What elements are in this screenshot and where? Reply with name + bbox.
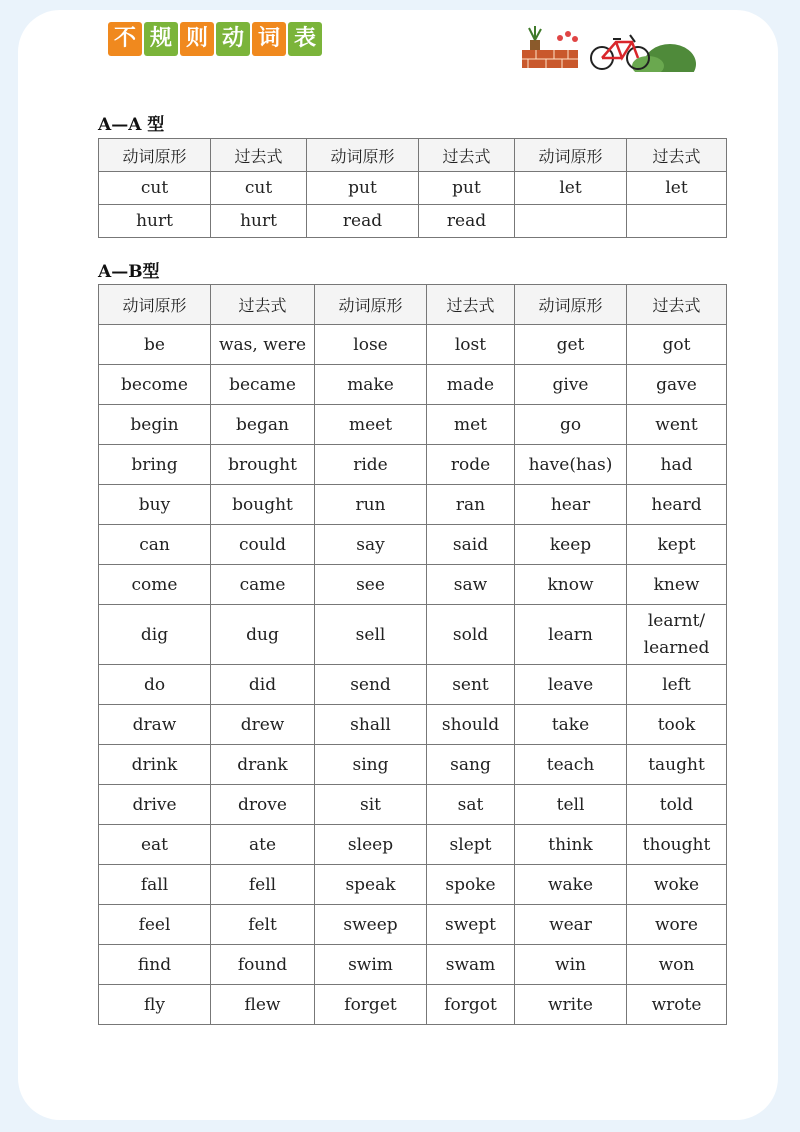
base-form-cell: become — [99, 365, 211, 405]
base-form-cell: wear — [515, 905, 627, 945]
table-row — [99, 705, 727, 745]
past-tense-cell: did — [211, 665, 315, 705]
column-header: 过去式 — [211, 139, 307, 172]
base-form-cell: read — [307, 205, 419, 238]
table-row — [99, 325, 727, 365]
past-tense-cell: taught — [627, 745, 727, 785]
table-row — [99, 445, 727, 485]
base-form-cell: hear — [515, 485, 627, 525]
past-tense-cell: cut — [211, 172, 307, 205]
title-char: 规 — [144, 22, 178, 56]
base-form-cell: begin — [99, 405, 211, 445]
base-form-cell: forget — [315, 985, 427, 1025]
past-tense-cell: wrote — [627, 985, 727, 1025]
table-row — [99, 945, 727, 985]
base-form-cell: dig — [99, 605, 211, 665]
past-tense-cell: came — [211, 565, 315, 605]
base-form-cell: make — [315, 365, 427, 405]
base-form-cell: drive — [99, 785, 211, 825]
base-form-cell: speak — [315, 865, 427, 905]
past-tense-cell: made — [427, 365, 515, 405]
base-form-cell: bring — [99, 445, 211, 485]
title-char: 表 — [288, 22, 322, 56]
table-row — [99, 405, 727, 445]
past-tense-cell: found — [211, 945, 315, 985]
column-header: 过去式 — [627, 139, 727, 172]
past-tense-cell: gave — [627, 365, 727, 405]
page-title — [108, 22, 322, 56]
base-form-cell: sing — [315, 745, 427, 785]
flower-pot-icon — [530, 40, 540, 50]
base-form-cell: do — [99, 665, 211, 705]
past-tense-cell: forgot — [427, 985, 515, 1025]
past-tense-cell: sat — [427, 785, 515, 825]
base-form-cell: drink — [99, 745, 211, 785]
base-form-cell: sweep — [315, 905, 427, 945]
title-char: 词 — [252, 22, 286, 56]
column-header: 过去式 — [419, 139, 515, 172]
past-tense-cell: left — [627, 665, 727, 705]
base-form-cell: learn — [515, 605, 627, 665]
table-row — [99, 172, 727, 205]
base-form-cell: draw — [99, 705, 211, 745]
past-tense-cell: sang — [427, 745, 515, 785]
past-tense-cell: felt — [211, 905, 315, 945]
base-form-cell: feel — [99, 905, 211, 945]
past-tense-cell: was, were — [211, 325, 315, 365]
column-header: 动词原形 — [515, 285, 627, 325]
past-tense-cell: put — [419, 172, 515, 205]
ab-verb-table — [98, 284, 727, 1025]
base-form-cell: let — [515, 172, 627, 205]
base-form-cell: sleep — [315, 825, 427, 865]
title-char: 不 — [108, 22, 142, 56]
base-form-cell: hurt — [99, 205, 211, 238]
base-form-cell: tell — [515, 785, 627, 825]
base-form-cell: shall — [315, 705, 427, 745]
column-header: 过去式 — [627, 285, 727, 325]
column-header: 动词原形 — [315, 285, 427, 325]
table-row — [99, 605, 727, 665]
past-tense-cell: knew — [627, 565, 727, 605]
past-tense-cell: wore — [627, 905, 727, 945]
past-tense-cell: could — [211, 525, 315, 565]
past-tense-cell: bought — [211, 485, 315, 525]
base-form-cell: teach — [515, 745, 627, 785]
base-form-cell: give — [515, 365, 627, 405]
base-form-cell: put — [307, 172, 419, 205]
past-tense-cell: began — [211, 405, 315, 445]
column-header: 动词原形 — [307, 139, 419, 172]
table-row — [99, 525, 727, 565]
past-tense-cell: heard — [627, 485, 727, 525]
past-tense-cell: sold — [427, 605, 515, 665]
past-tense-cell: fell — [211, 865, 315, 905]
past-tense-cell: rode — [427, 445, 515, 485]
past-tense-cell: let — [627, 172, 727, 205]
base-form-cell: sell — [315, 605, 427, 665]
base-form-cell: take — [515, 705, 627, 745]
base-form-cell: write — [515, 985, 627, 1025]
base-form-cell: ride — [315, 445, 427, 485]
base-form-cell: come — [99, 565, 211, 605]
past-tense-cell: took — [627, 705, 727, 745]
table-row — [99, 865, 727, 905]
base-form-cell: cut — [99, 172, 211, 205]
cell-text: learnt/ learned — [643, 611, 710, 658]
base-form-cell: find — [99, 945, 211, 985]
past-tense-cell: flew — [211, 985, 315, 1025]
table-row — [99, 565, 727, 605]
base-form-cell: be — [99, 325, 211, 365]
base-form-cell: have(has) — [515, 445, 627, 485]
past-tense-cell: drew — [211, 705, 315, 745]
past-tense-cell: brought — [211, 445, 315, 485]
past-tense-cell: saw — [427, 565, 515, 605]
base-form-cell: leave — [515, 665, 627, 705]
table-row — [99, 825, 727, 865]
base-form-cell: run — [315, 485, 427, 525]
past-tense-cell: had — [627, 445, 727, 485]
column-header: 动词原形 — [515, 139, 627, 172]
base-form-cell: fly — [99, 985, 211, 1025]
base-form-cell: fall — [99, 865, 211, 905]
past-tense-cell: went — [627, 405, 727, 445]
column-header: 动词原形 — [99, 139, 211, 172]
past-tense-cell: kept — [627, 525, 727, 565]
base-form-cell: buy — [99, 485, 211, 525]
past-tense-cell: drove — [211, 785, 315, 825]
base-form-cell: meet — [315, 405, 427, 445]
base-form-cell: lose — [315, 325, 427, 365]
past-tense-cell: ran — [427, 485, 515, 525]
past-tense-cell: should — [427, 705, 515, 745]
title-char: 则 — [180, 22, 214, 56]
base-form-cell: say — [315, 525, 427, 565]
aa-verb-table — [98, 138, 727, 238]
base-form-cell: win — [515, 945, 627, 985]
base-form-cell: know — [515, 565, 627, 605]
table-row — [99, 485, 727, 525]
column-header: 动词原形 — [99, 285, 211, 325]
base-form-cell: keep — [515, 525, 627, 565]
past-tense-cell: spoke — [427, 865, 515, 905]
column-header: 过去式 — [427, 285, 515, 325]
column-header: 过去式 — [211, 285, 315, 325]
table-row — [99, 665, 727, 705]
past-tense-cell: told — [627, 785, 727, 825]
past-tense-cell: drank — [211, 745, 315, 785]
past-tense-cell: lost — [427, 325, 515, 365]
base-form-cell: can — [99, 525, 211, 565]
past-tense-cell: met — [427, 405, 515, 445]
past-tense-cell: read — [419, 205, 515, 238]
base-form-cell: sit — [315, 785, 427, 825]
base-form-cell — [515, 205, 627, 238]
past-tense-cell: sent — [427, 665, 515, 705]
past-tense-cell: became — [211, 365, 315, 405]
past-tense-cell: dug — [211, 605, 315, 665]
base-form-cell: wake — [515, 865, 627, 905]
table-row — [99, 785, 727, 825]
table-row — [99, 205, 727, 238]
past-tense-cell: won — [627, 945, 727, 985]
title-char: 动 — [216, 22, 250, 56]
bicycle-wall-illustration — [520, 20, 700, 72]
past-tense-cell: got — [627, 325, 727, 365]
past-tense-cell: ate — [211, 825, 315, 865]
past-tense-cell: slept — [427, 825, 515, 865]
table-row — [99, 745, 727, 785]
base-form-cell: go — [515, 405, 627, 445]
base-form-cell: swim — [315, 945, 427, 985]
past-tense-cell: said — [427, 525, 515, 565]
table-row — [99, 905, 727, 945]
table-row — [99, 365, 727, 405]
past-tense-cell: swept — [427, 905, 515, 945]
base-form-cell: see — [315, 565, 427, 605]
base-form-cell: think — [515, 825, 627, 865]
past-tense-cell — [627, 605, 727, 665]
past-tense-cell: hurt — [211, 205, 307, 238]
past-tense-cell: swam — [427, 945, 515, 985]
section-label-aa: A—A 型 — [98, 115, 165, 135]
section-label-ab: A—B型 — [98, 262, 160, 282]
past-tense-cell: woke — [627, 865, 727, 905]
base-form-cell: get — [515, 325, 627, 365]
base-form-cell: send — [315, 665, 427, 705]
past-tense-cell: thought — [627, 825, 727, 865]
table-row — [99, 985, 727, 1025]
past-tense-cell — [627, 205, 727, 238]
base-form-cell: eat — [99, 825, 211, 865]
